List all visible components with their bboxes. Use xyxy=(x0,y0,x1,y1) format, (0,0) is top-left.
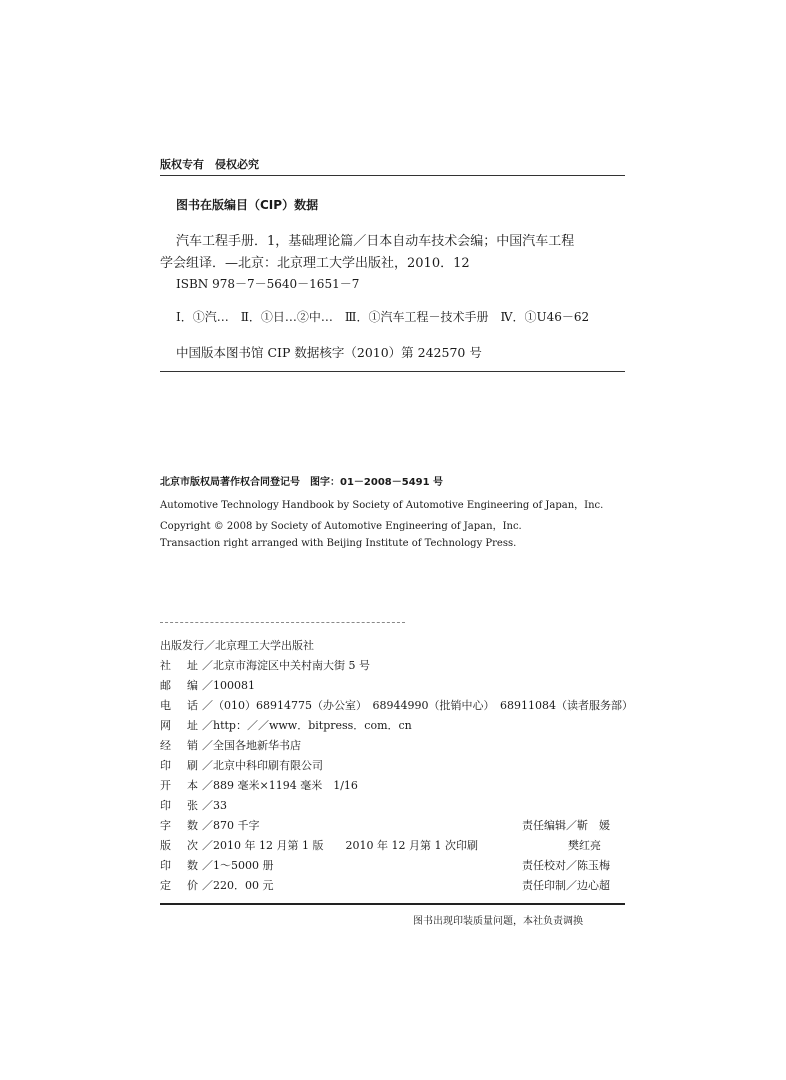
cip-classification: Ⅰ．①汽… Ⅱ．①日…②中… Ⅲ．①汽车工程－技术手册 Ⅳ．①U46－62 xyxy=(176,310,590,324)
license-registration: 北京市版权局著作权合同登记号 图字：01－2008－5491 号 xyxy=(160,477,444,488)
cip-title: 图书在版编目（CIP）数据 xyxy=(176,198,319,212)
pub-row-address: 社 址 ／北京市海淀区中关村南大街 5 号 xyxy=(160,659,370,672)
editor-2: 樊红亮 xyxy=(568,839,601,852)
pub-row-postcode: 邮 编 ／100081 xyxy=(160,679,255,692)
footer-notice: 图书出现印装质量问题，本社负责调换 xyxy=(413,916,583,927)
pub-row-website: 网 址 ／http：／／www．bitpress．com．cn xyxy=(160,719,412,732)
publisher: 出版发行／北京理工大学出版社 xyxy=(160,639,314,652)
license-english-3: Transaction right arranged with Beijing Institute of Technology Press. xyxy=(160,538,517,549)
cip-line-2: 学会组译．—北京：北京理工大学出版社，2010．12 xyxy=(160,256,470,271)
license-english-2: Copyright © 2008 by Society of Automotive Engineering of Japan，Inc. xyxy=(160,521,522,532)
license-english-1: Automotive Technology Handbook by Society of Automotive Engineering of Japan，Inc. xyxy=(160,500,604,511)
pub-row-print-run: 印 数 ／1～5000 册 责任校对／陈玉梅 xyxy=(160,859,610,872)
publisher-row xyxy=(160,637,640,655)
pub-row-edition: 版 次 ／2010 年 12 月第 1 版 2010 年 12 月第 1 次印刷 樊红亮 xyxy=(160,839,601,852)
cip-verify-number: 中国版本图书馆 CIP 数据核字（2010）第 242570 号 xyxy=(176,345,482,360)
pub-row-word-count: 字 数 ／870 千字 责任编辑／靳 媛 xyxy=(160,819,610,832)
pub-row-sheets: 印 张 ／33 xyxy=(160,799,227,812)
cip-bottom-rule xyxy=(160,371,625,372)
cip-isbn: ISBN 978－7－5640－1651－7 xyxy=(176,277,360,291)
publication-top-rule xyxy=(160,622,405,623)
proofreader: 责任校对／陈玉梅 xyxy=(522,859,610,872)
publication-bottom-rule xyxy=(160,903,625,905)
pub-row-format: 开 本 ／889 毫米×1194 毫米 1/16 xyxy=(160,779,358,792)
cip-line-1: 汽车工程手册．1，基础理论篇／日本自动车技术会编；中国汽车工程 xyxy=(176,234,575,249)
pub-row-printer: 印 刷 ／北京中科印刷有限公司 xyxy=(160,759,323,772)
top-rule xyxy=(160,175,625,176)
pub-row-distributor: 经 销 ／全国各地新华书店 xyxy=(160,739,301,752)
pub-row-price: 定 价 ／220．00 元 责任印制／边心超 xyxy=(160,879,610,892)
copyright-notice: 版权专有 侵权必究 xyxy=(160,158,259,171)
printing-manager: 责任印制／边心超 xyxy=(522,879,610,892)
pub-row-phone: 电 话 ／（010）68914775（办公室） 68944990（批销中心） 68911084（读者服务部） xyxy=(160,699,633,712)
editor: 责任编辑／靳 媛 xyxy=(522,819,610,832)
